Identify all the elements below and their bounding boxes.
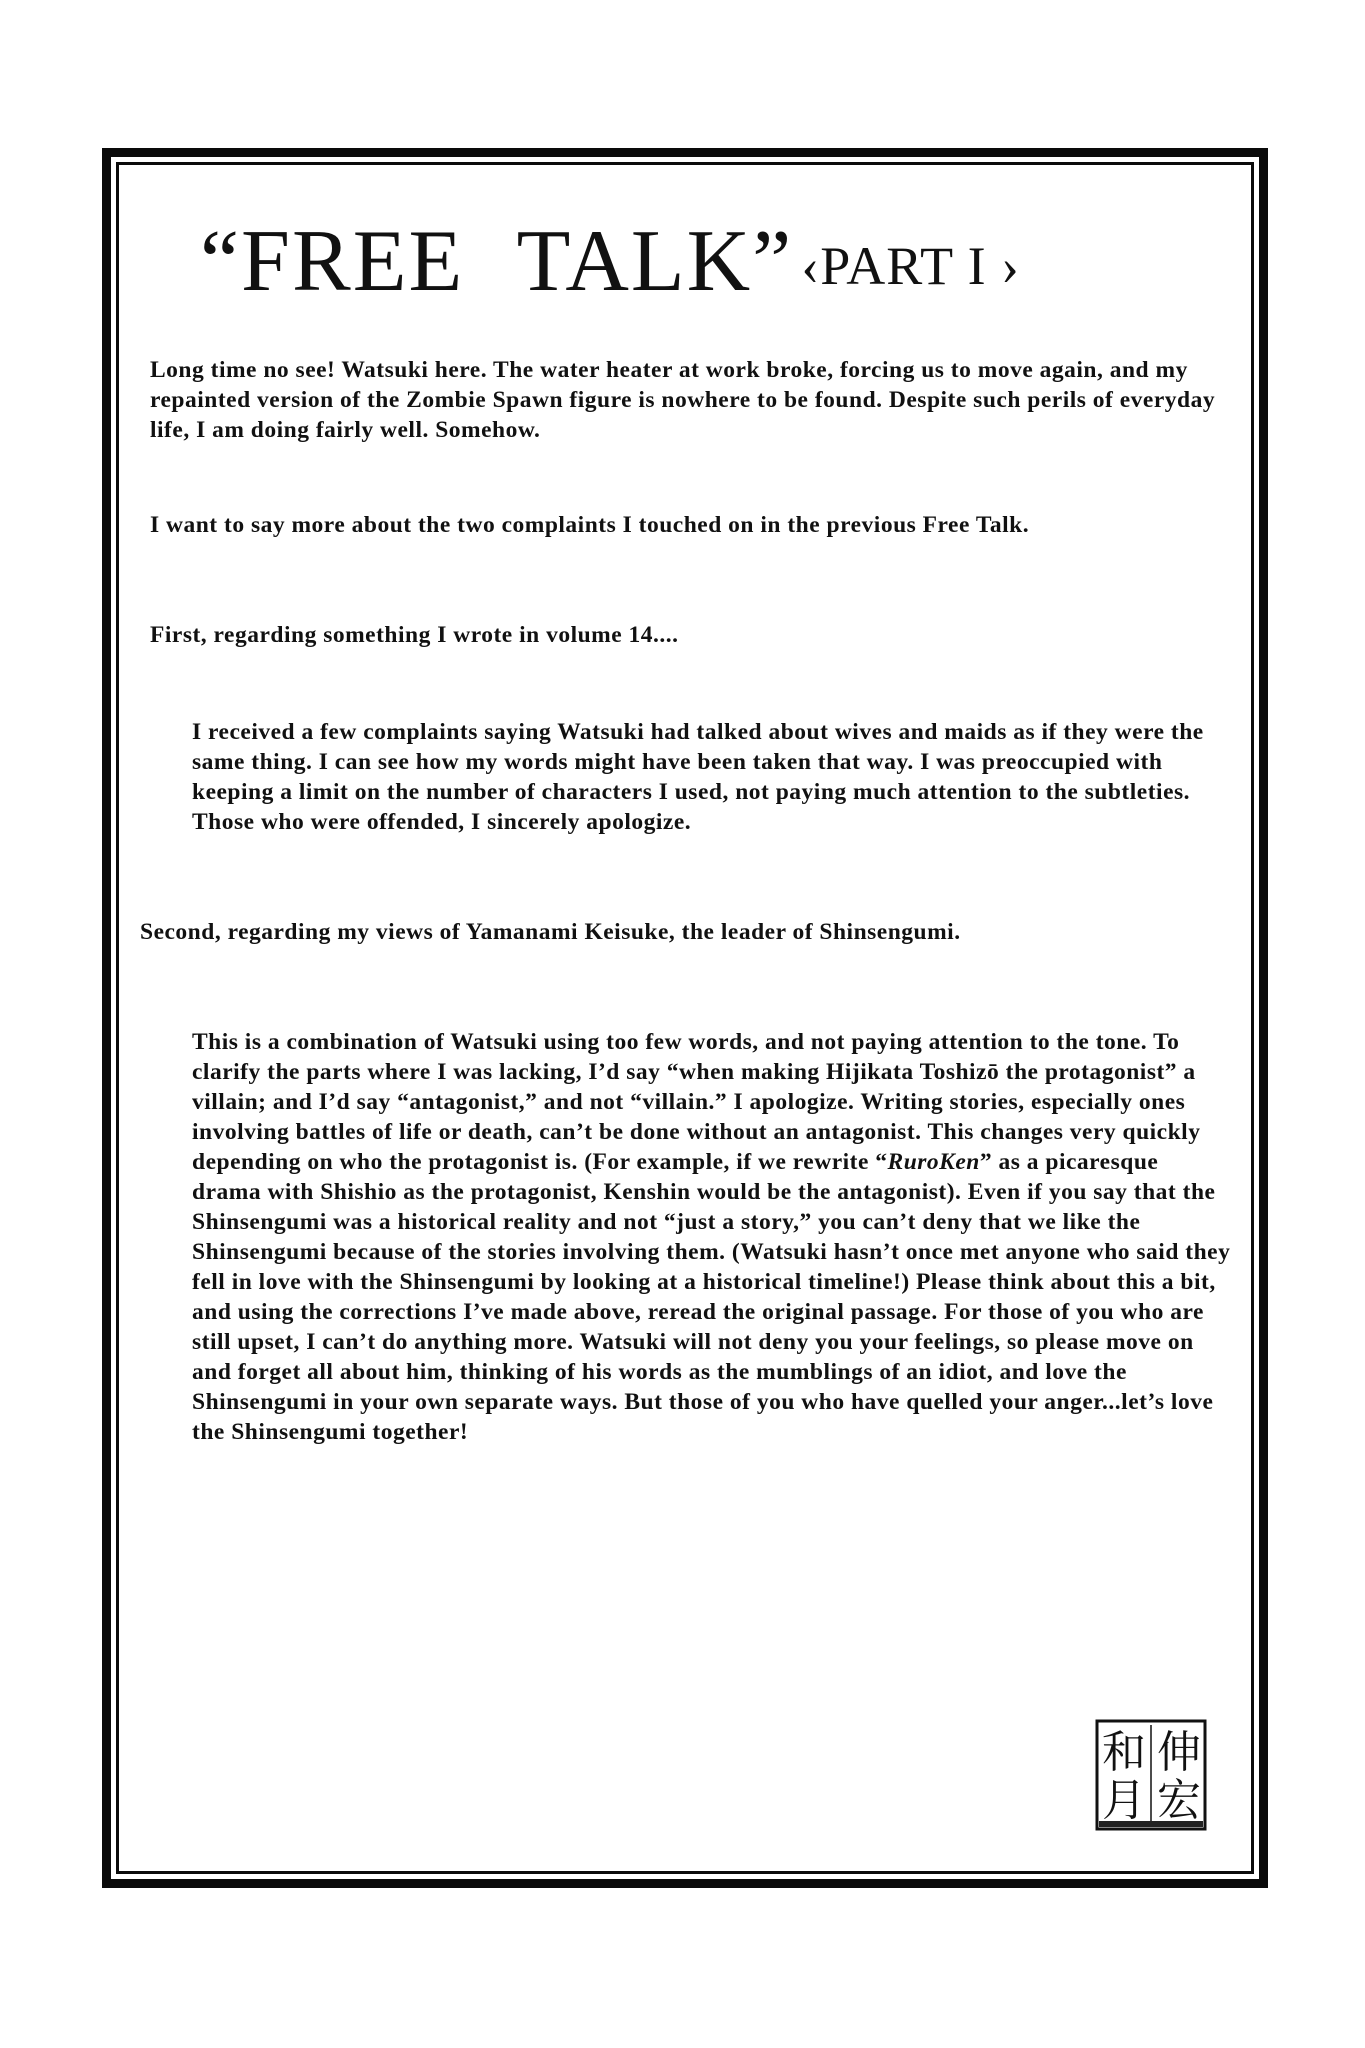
paragraph-second-heading: Second, regarding my views of Yamanami Keisuke, the leader of Shinsengumi. (140, 919, 961, 945)
title-part: ‹PART I › (801, 236, 1021, 296)
seal-char-2: 宏 (1157, 1775, 1201, 1826)
seal-char-3: 和 (1102, 1727, 1146, 1778)
second-body-italic: RuroKen (887, 1149, 980, 1175)
paragraph-first-heading: First, regarding something I wrote in volume 14.... (150, 622, 679, 648)
page-title (200, 213, 1200, 310)
paragraph-intro: Long time no see! Watsuki here. The water heater at work broke, forcing us to move again, and my repainted version of the Zombie Spawn figure is nowhere to be found. Despite such perils of everyday life, I am doing fairly well. Somehow. (150, 357, 1216, 443)
paragraph-second-body (192, 1027, 1232, 1447)
author-seal (1093, 1717, 1209, 1833)
second-body-after: ” as a picaresque drama with Shishio as the protagonist, Kenshin would be the antagonist). Even if you say that the Shinsengumi was a historical reality and not “just a story,” you can’t deny that we like the Shinsengumi because of the stories involving them. (Watsuki hasn’t once met anyone who said they fell in love with the Shinsengumi by looking at a historical timeline!) Please think about this a bit, and using the corrections I’ve made above, reread the original passage. For those of you who are still upset, I can’t do anything more. Watsuki will not deny you your feelings, so please move on and forget all about him, thinking of his words as the mumblings of an idiot, and love the Shinsengumi in your own separate ways. But those of you who have quelled your anger...let’s love the Shinsengumi together! (192, 1149, 1231, 1445)
title-main: “FREE TALK” (200, 213, 794, 310)
second-body-before: This is a combination of Watsuki using too few words, and not paying attention to the tone. To clarify the parts where I was lacking, I’d say “when making Hijikata Toshizō the protagonist” a villain; and I’d say “antagonist,” and not “villain.” I apologize. Writing stories, especially ones involving battles of life or death, can’t be done without an antagonist. This changes very quickly depending on who the protagonist is. (For example, if we rewrite “ (192, 1029, 1201, 1175)
paragraph-complaints: I want to say more about the two complaints I touched on in the previous Free Talk. (150, 512, 1030, 538)
seal-char-1: 伸 (1157, 1727, 1201, 1778)
paragraph-first-body: I received a few complaints saying Watsuki had talked about wives and maids as if they were the same thing. I can see how my words might have been taken that way. I was preoccupied with keeping a limit on the number of characters I used, not paying much attention to the subtleties. Those who were offended, I sincerely apologize. (192, 719, 1204, 835)
seal-char-4: 月 (1102, 1775, 1146, 1826)
